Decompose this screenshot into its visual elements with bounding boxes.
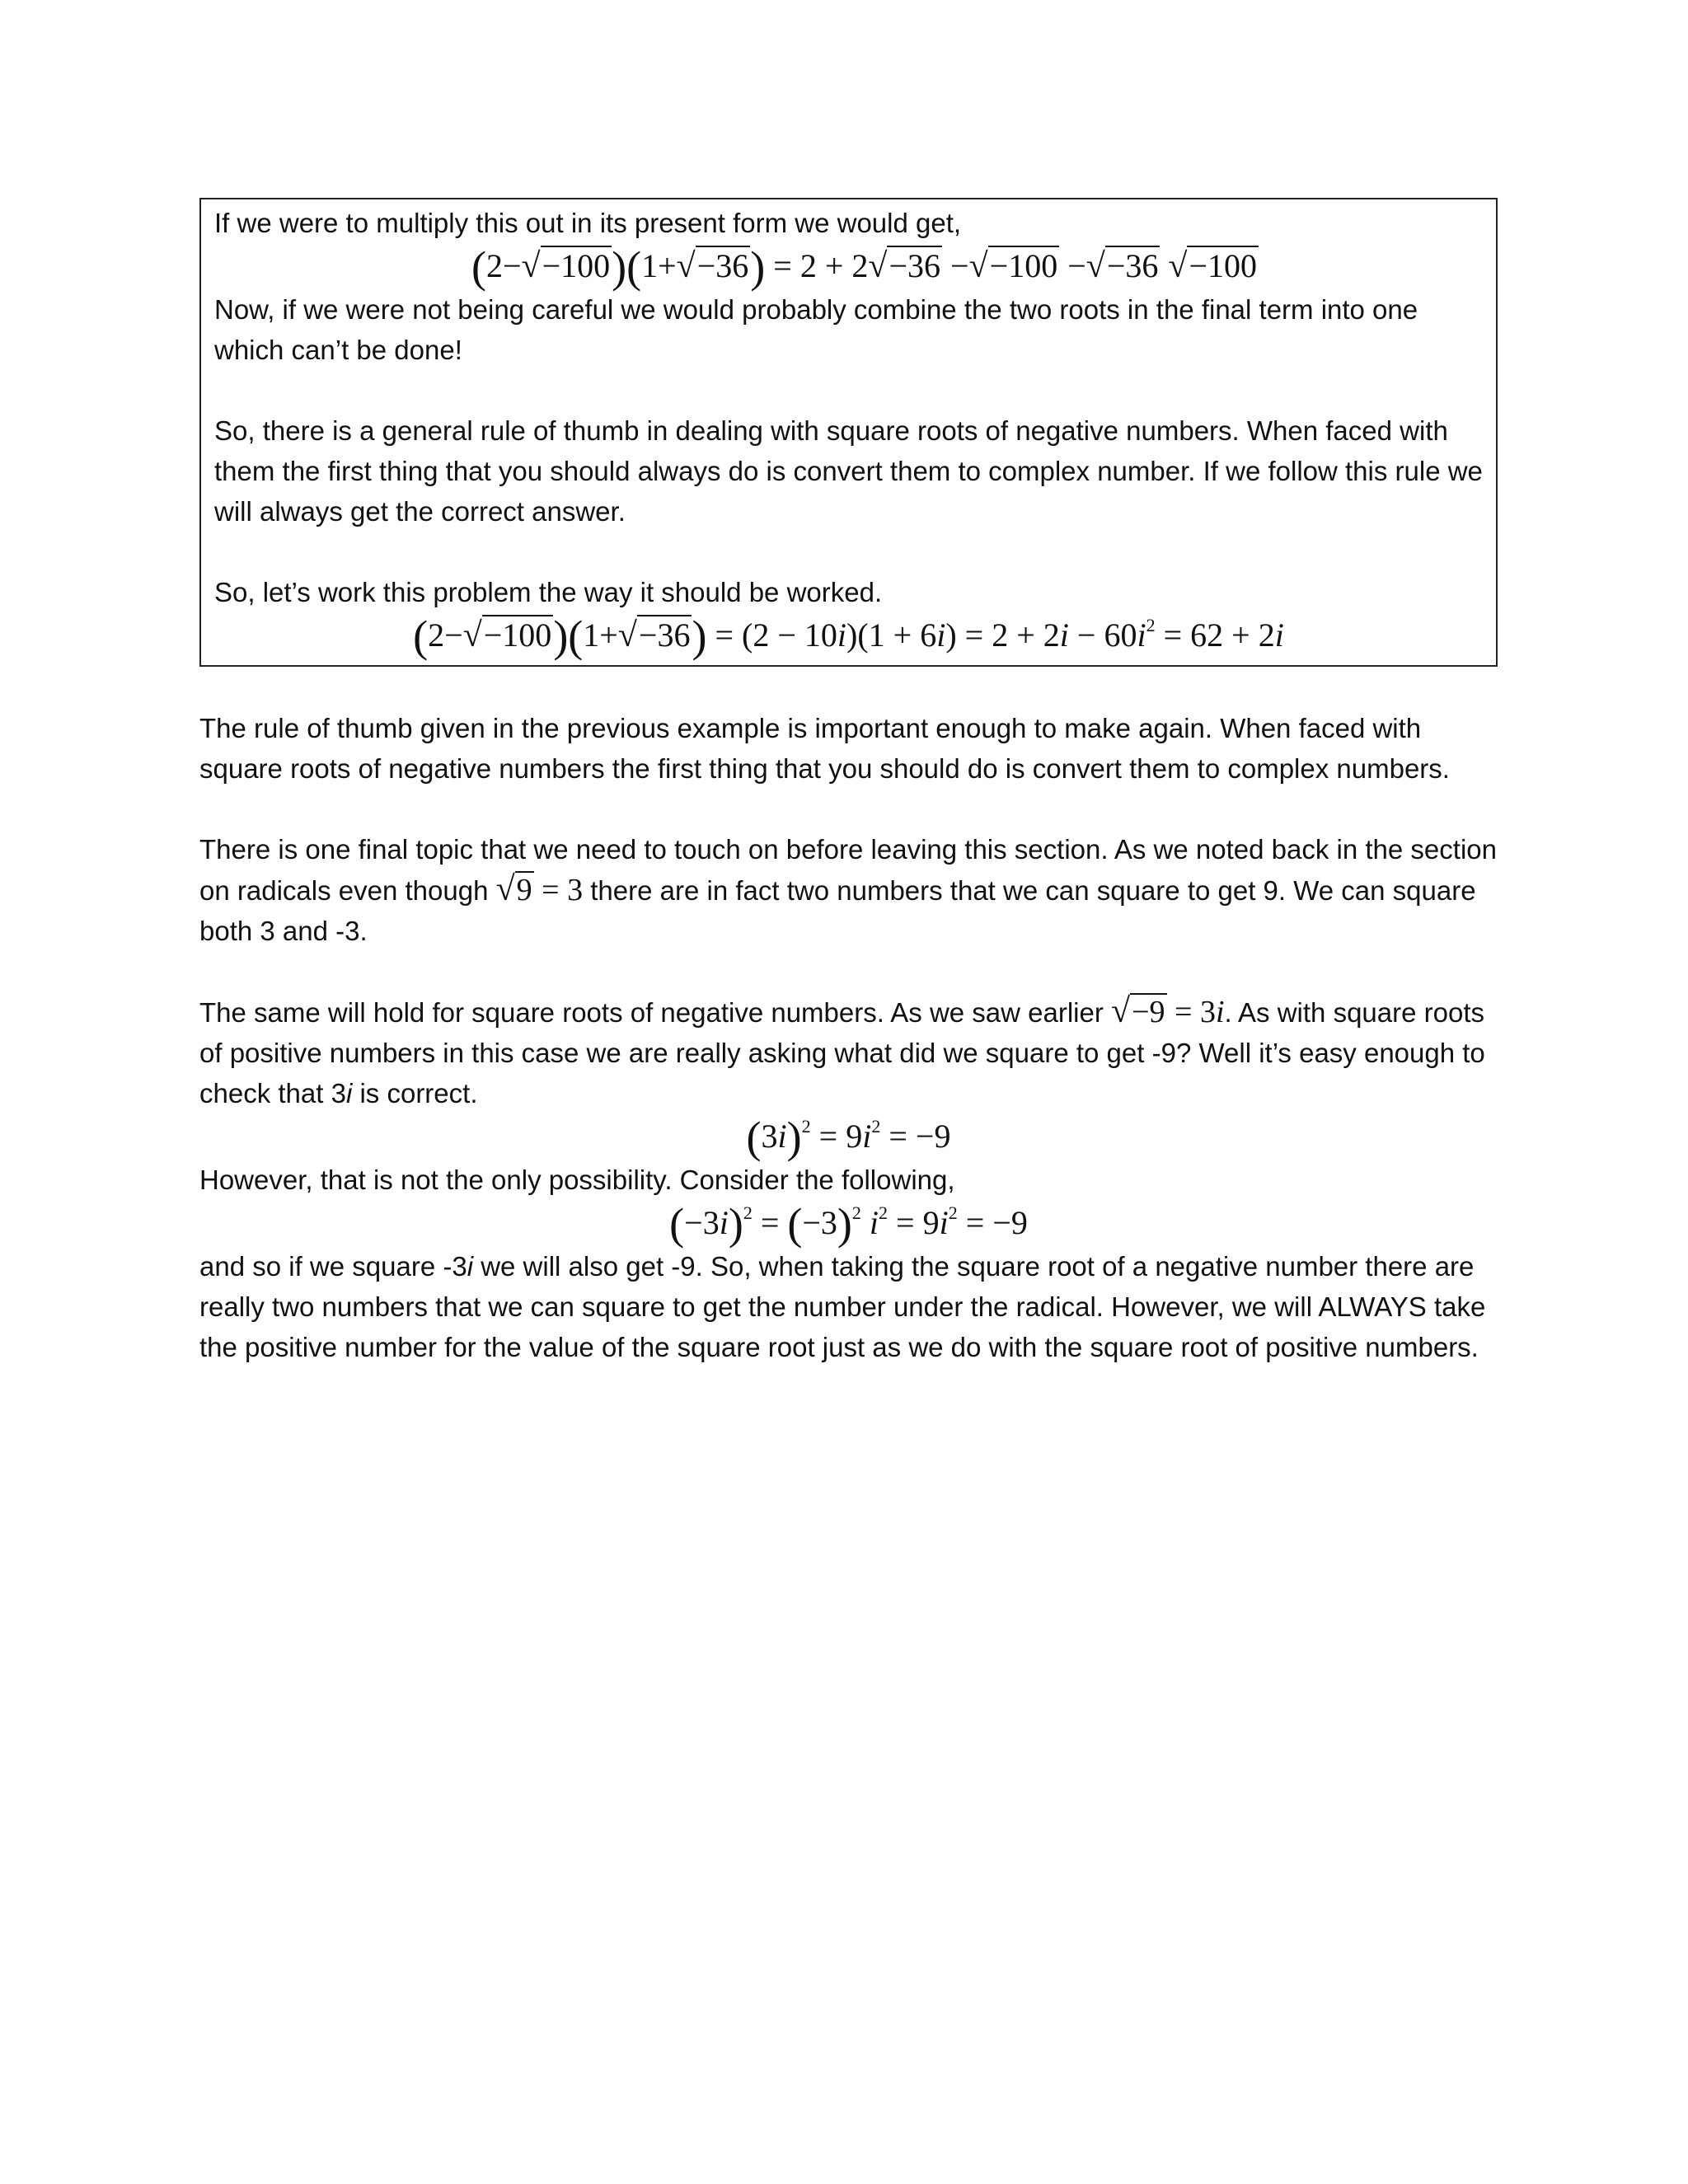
paragraph-final-topic: There is one final topic that we need to touch on before leaving this section. As we noted back in the section on radicals even though √9 = 3 there are in fact two numbers that we can square to get 9. We can square both 3 and -3. (199, 834, 1497, 946)
example-box (199, 198, 1498, 667)
paragraph-conclusion: and so if we square -3i we will also get -9. So, when taking the square root of a negative number there are really two numbers that we can square to get the number under the radical. However, we will ALWAYS take the positive number for the value of the square root just as we do with the square root of positive numbers. (199, 1251, 1486, 1362)
box-paragraph-4: So, let’s work this problem the way it should be worked. (214, 577, 883, 607)
box-paragraph-3: So, there is a general rule of thumb in dealing with square roots of negative numbers. When faced with them the first thing that you should always do is convert them to complex number. If we follow this rule we will always get the correct answer. (214, 415, 1483, 527)
radical: √−9 (1111, 992, 1165, 1030)
radical: √−100 (462, 616, 552, 654)
paragraph-rule-of-thumb: The rule of thumb given in the previous example is important enough to make again. When faced with square roots of negative numbers the first thing that you should do is convert them to complex numbers. (199, 713, 1450, 784)
box-paragraph-2: Now, if we were not being careful we would probably combine the two roots in the final term into one which can’t be done! (214, 294, 1418, 365)
paragraph-however: However, that is not the only possibility. Consider the following, (199, 1165, 955, 1195)
radical: √9 (495, 870, 532, 908)
radical: √−36 (617, 616, 691, 654)
box-paragraph-1: If we were to multiply this out in its present form we would get, (214, 208, 962, 238)
equation-neg-3i-squared: $(-3i)^2 = (-3)^2$ $i^2 = 9i^2 = -9$ (669, 1199, 1028, 1249)
radical: √−36 (1085, 247, 1159, 285)
radical: √−100 (521, 247, 611, 285)
equation-correct-work: $(2-√-100)(1+√-36) = (2 - 10i)(1 + 6i) = 2 + 2i - 60i^2 = 62 + 2i$ (413, 612, 1284, 661)
radical: √−100 (968, 247, 1058, 285)
document-page (199, 198, 1498, 1367)
paragraph-negative-roots: The same will hold for square roots of negative numbers. As we saw earlier √−9 = 3i. As with square roots of positive numbers in this case we are really asking what did we square to get -9? Well it’s easy enough to check that 3i is correct. (199, 992, 1485, 1108)
radical: √−100 (1168, 247, 1258, 285)
equation-3i-squared: $(3i)^2 = 9i^2 = -9$ (746, 1113, 951, 1162)
radical: √−36 (868, 247, 941, 285)
radical: √−36 (676, 247, 749, 285)
equation-expansion: (2−√−100)(1+√−36) = 2 + 2√−36 −√−100 −√−36 √−100 (471, 242, 1258, 292)
